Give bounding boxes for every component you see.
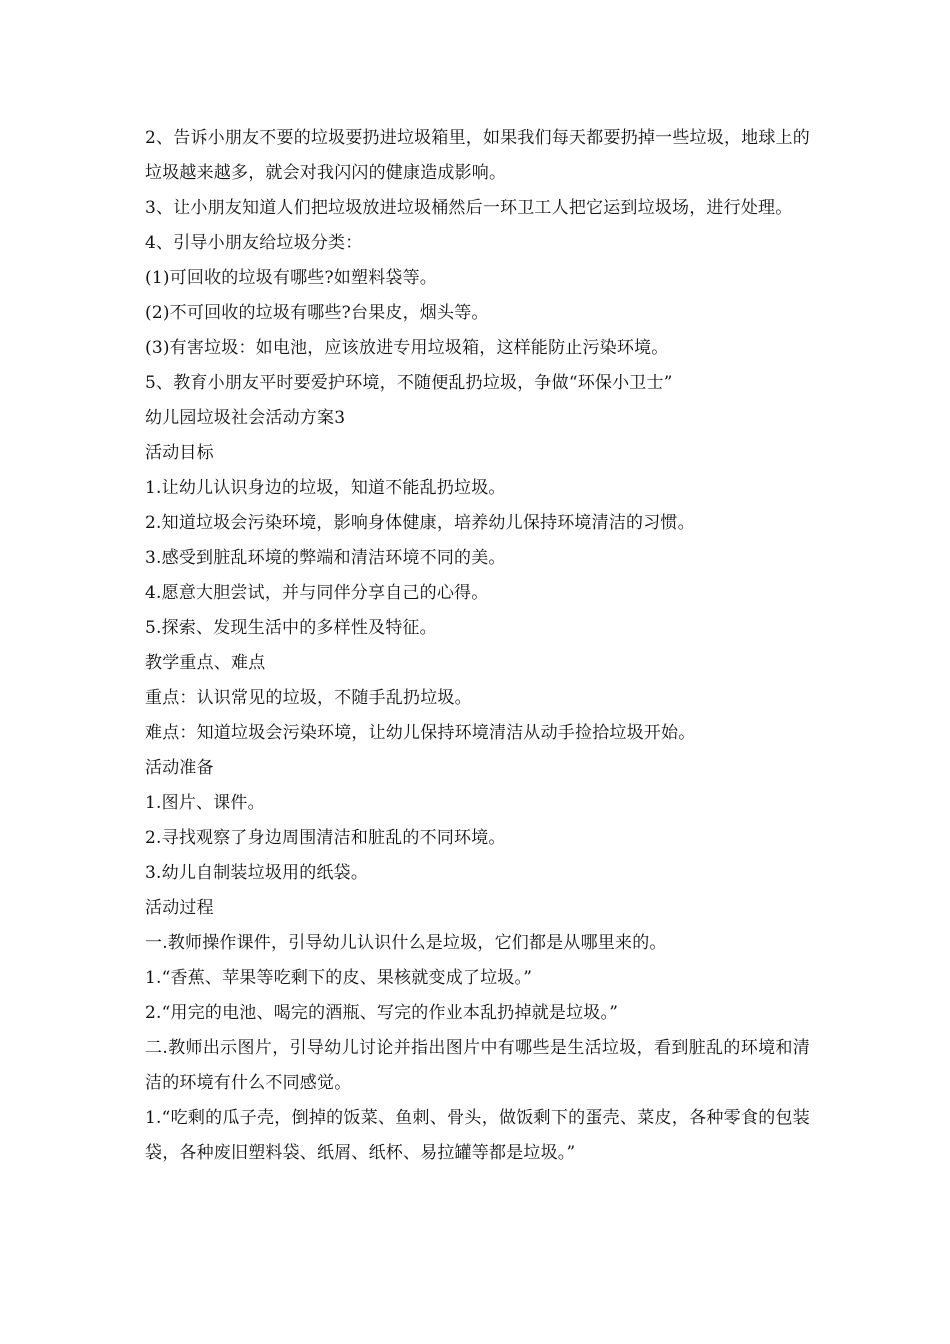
paragraph: 5.探索、发现生活中的多样性及特征。 xyxy=(145,618,437,638)
paragraph: (2)不可回收的垃圾有哪些?台果皮，烟头等。 xyxy=(145,303,489,323)
paragraph: (1)可回收的垃圾有哪些?如塑料袋等。 xyxy=(145,268,437,288)
paragraph: 1.让幼儿认识身边的垃圾，知道不能乱扔垃圾。 xyxy=(145,478,506,498)
paragraph: 1.“吃剩的瓜子壳，倒掉的饭菜、鱼刺、骨头，做饭剩下的蛋壳、菜皮，各种零食的包装袋，各种废旧塑料袋、纸屑、纸杯、易拉罐等都是垃圾。” xyxy=(145,1108,810,1163)
subsection-heading: 活动过程 xyxy=(145,898,214,918)
paragraph: 1.“香蕉、苹果等吃剩下的皮、果核就变成了垃圾。” xyxy=(145,968,533,988)
paragraph: 4.愿意大胆尝试，并与同伴分享自己的心得。 xyxy=(145,583,489,603)
section-heading: 幼儿园垃圾社会活动方案3 xyxy=(145,408,346,428)
paragraph: 3.幼儿自制装垃圾用的纸袋。 xyxy=(145,863,369,883)
subsection-heading: 教学重点、难点 xyxy=(145,653,266,673)
paragraph: (3)有害垃圾：如电池，应该放进专用垃圾箱，这样能防止污染环境。 xyxy=(145,338,669,358)
paragraph: 一.教师操作课件，引导幼儿认识什么是垃圾，它们都是从哪里来的。 xyxy=(145,933,667,953)
paragraph: 难点：知道垃圾会污染环境，让幼儿保持环境清洁从动手捡拾垃圾开始。 xyxy=(145,723,696,743)
paragraph: 2.寻找观察了身边周围清洁和脏乱的不同环境。 xyxy=(145,828,506,848)
document-body xyxy=(145,121,810,1171)
subsection-heading: 活动准备 xyxy=(145,758,214,778)
paragraph: 4、引导小朋友给垃圾分类： xyxy=(145,233,363,253)
paragraph: 1.图片、课件。 xyxy=(145,793,265,813)
paragraph: 2.知道垃圾会污染环境，影响身体健康，培养幼儿保持环境清洁的习惯。 xyxy=(145,513,695,533)
paragraph: 3、让小朋友知道人们把垃圾放进垃圾桶然后一环卫工人把它运到垃圾场，进行处理。 xyxy=(145,198,793,218)
paragraph: 2.“用完的电池、喝完的酒瓶、写完的作业本乱扔掉就是垃圾。” xyxy=(145,1003,619,1023)
paragraph: 2、告诉小朋友不要的垃圾要扔进垃圾箱里，如果我们每天都要扔掉一些垃圾，地球上的垃圾越来越多，就会对我闪闪的健康造成影响。 xyxy=(145,128,810,183)
paragraph: 5、教育小朋友平时要爱护环境，不随便乱扔垃圾，争做“环保小卫士” xyxy=(145,373,673,393)
paragraph: 重点：认识常见的垃圾，不随手乱扔垃圾。 xyxy=(145,688,472,708)
paragraph: 3.感受到脏乱环境的弊端和清洁环境不同的美。 xyxy=(145,548,506,568)
paragraph: 二.教师出示图片，引导幼儿讨论并指出图片中有哪些是生活垃圾，看到脏乱的环境和清洁的环境有什么不同感觉。 xyxy=(145,1038,810,1093)
subsection-heading: 活动目标 xyxy=(145,443,214,463)
